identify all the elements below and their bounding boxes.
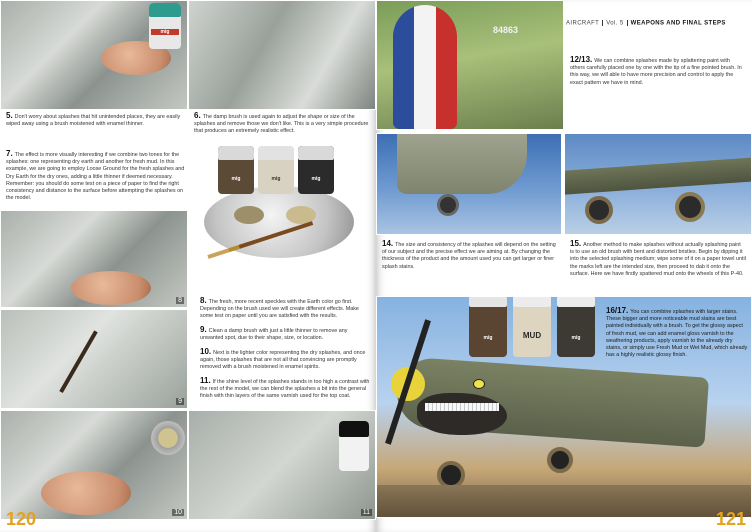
photo-step8 bbox=[0, 210, 188, 308]
jar-label: mig bbox=[571, 335, 581, 341]
photo-hand bbox=[71, 271, 151, 305]
step-11-text bbox=[200, 377, 372, 401]
step-15-text bbox=[570, 240, 746, 278]
step-body: The size and consistency of the splashes will depend on the setting of our subject and the precise effect we are aiming at. By changing the thickness of the product and the amount used you can get larger or finer splash stains. bbox=[382, 242, 556, 270]
step-6-text bbox=[194, 112, 370, 136]
jar-label: mig bbox=[231, 176, 241, 182]
step-9-text bbox=[200, 326, 372, 342]
step-body: You can combine splashes with larger stains. These bigger and more noticeable mud stains are best painted individually with a brush. To get the glossy aspect of fresh mud, we can add enamel gloss varnish to the weathering products, apply varnish to the already dry stains, or simply use Fresh Mud or Wet Mud, which already has a highly realistic glossy finish. bbox=[606, 309, 748, 359]
paint-jar bbox=[218, 146, 254, 194]
paint-brush bbox=[59, 330, 97, 393]
photo-step12-13 bbox=[376, 0, 564, 130]
photo-step11 bbox=[188, 410, 376, 520]
paint-jar bbox=[298, 146, 334, 194]
jar-label: mig bbox=[151, 29, 179, 35]
photo-step9 bbox=[0, 309, 188, 409]
jar-label: mig bbox=[271, 176, 281, 182]
running-head-volume: Vol. 5 bbox=[606, 20, 624, 27]
step-number: 5. bbox=[6, 111, 13, 120]
step-body: Another method to make splashes without actually splashing paint is to use an old brush with bent and distorted bristles. Begin by dipping it into the selected splashing medium; wipe some of it on a paper towel until the marks left are the intended size, then proceed to dab it onto the surface. Here we have firstly spattered mud onto the wheels of this P-40. bbox=[570, 242, 746, 277]
step-number: 10. bbox=[200, 347, 212, 356]
step-number: 6. bbox=[194, 111, 201, 120]
step-14-text bbox=[382, 240, 558, 271]
step-body: Clean a damp brush with just a little thinner to remove any unwanted spot, due to their shape, size, or location. bbox=[200, 328, 348, 342]
step-7-text bbox=[6, 150, 192, 202]
paint-jar bbox=[339, 421, 369, 471]
step-16-17-text bbox=[606, 307, 748, 359]
paint-jar bbox=[258, 146, 294, 194]
step-body: If the shine level of the splashes stands in too high a contrast with the rest of the model, we can blend the splashes a bit into the general finish with thin layers of the same varnish used for the top coat. bbox=[200, 379, 370, 400]
palette-well bbox=[151, 421, 185, 455]
palette-well bbox=[234, 206, 264, 224]
plane-code: 84863 bbox=[493, 25, 519, 35]
shark-teeth bbox=[425, 403, 499, 411]
photo-number: 10 bbox=[174, 509, 182, 516]
jar-label: MUD bbox=[522, 331, 542, 340]
step-number: 7. bbox=[6, 149, 13, 158]
step-number: 14. bbox=[382, 239, 394, 248]
running-head-category: AIRCRAFT bbox=[566, 20, 600, 27]
step-number: 12/13. bbox=[570, 55, 593, 64]
paint-jar bbox=[149, 3, 181, 49]
photo-step15 bbox=[564, 133, 752, 235]
right-page bbox=[376, 0, 752, 532]
running-head-section: WEAPONS AND FINAL STEPS bbox=[630, 20, 726, 27]
step-number: 9. bbox=[200, 325, 207, 334]
step-12-13-text bbox=[570, 56, 746, 87]
step-body: Don't worry about splashes that hit unintended places, they are easily wiped away using a brush moistened with enamel thinner. bbox=[6, 114, 181, 128]
jar-label: mig bbox=[483, 335, 493, 341]
shark-mouth bbox=[417, 393, 507, 435]
step-number: 16/17. bbox=[606, 306, 629, 315]
plane-wing bbox=[397, 134, 527, 194]
photo-hand bbox=[41, 471, 131, 515]
paint-jar bbox=[469, 296, 507, 357]
step-body: Next is the lighter color representing the dry splashes, and once again, those splashes that are not all that convincing are promptly removed with a brush moistened in enamel spirits. bbox=[200, 350, 366, 371]
photo-step6 bbox=[188, 0, 376, 110]
french-flag-rudder bbox=[393, 5, 457, 129]
paint-palette bbox=[204, 186, 354, 258]
jar-label: mig bbox=[311, 176, 321, 182]
paint-jar bbox=[557, 296, 595, 357]
plane-wheel bbox=[547, 447, 573, 473]
shark-eye bbox=[473, 379, 485, 389]
photo-number: 8 bbox=[178, 297, 182, 304]
photo-step10 bbox=[0, 410, 188, 520]
step-body: The effect is more visually interesting if we combine two tones for the splashes: one representing dry earth and another for fresh mud. In this example, we are going to employ Loose Ground for the fresh splashes and Dry Earth for the dry ones, adding a little thinner if deemed necessary. Remember: you should do some test on a piece of paper to find the right consistency and distance to the surface before attempting the splashes on the model. bbox=[6, 152, 185, 202]
photo-step5 bbox=[0, 0, 188, 110]
plane-wheel bbox=[585, 196, 613, 224]
photo-number: 11 bbox=[362, 509, 370, 516]
step-body: We can combine splashes made by splattering paint with others carefully placed one by one with the tip of a fine pointed brush. In this way, we will able to have more precision and control to apply the exact pattern we have in mind. bbox=[570, 58, 742, 86]
step-body: The fresh, more recent speckles with the Earth color go first. Depending on the brush used we will create different effects. Make some test on paper until you are satisfied with the results. bbox=[200, 299, 359, 320]
photo-number: 9 bbox=[178, 398, 182, 405]
running-head bbox=[566, 20, 726, 27]
photo-step14 bbox=[376, 133, 562, 235]
plane-wheel bbox=[437, 194, 459, 216]
step-5-text bbox=[6, 112, 182, 128]
page-number-left: 120 bbox=[6, 509, 37, 529]
step-10-text bbox=[200, 348, 372, 372]
step-body: The damp brush is used again to adjust the shape or size of the splashes and remove those we don't like. This is a very simple procedure that produces an extremely realistic effect. bbox=[194, 114, 369, 135]
step-8-text bbox=[200, 297, 372, 321]
step-number: 11. bbox=[200, 376, 211, 385]
ground-base bbox=[377, 485, 752, 518]
step-number: 15. bbox=[570, 239, 582, 248]
paint-jar bbox=[513, 296, 551, 357]
page-number-right: 121 bbox=[715, 509, 746, 529]
plane-wheel bbox=[675, 192, 705, 222]
step-number: 8. bbox=[200, 296, 207, 305]
plane-fuselage bbox=[565, 157, 752, 194]
